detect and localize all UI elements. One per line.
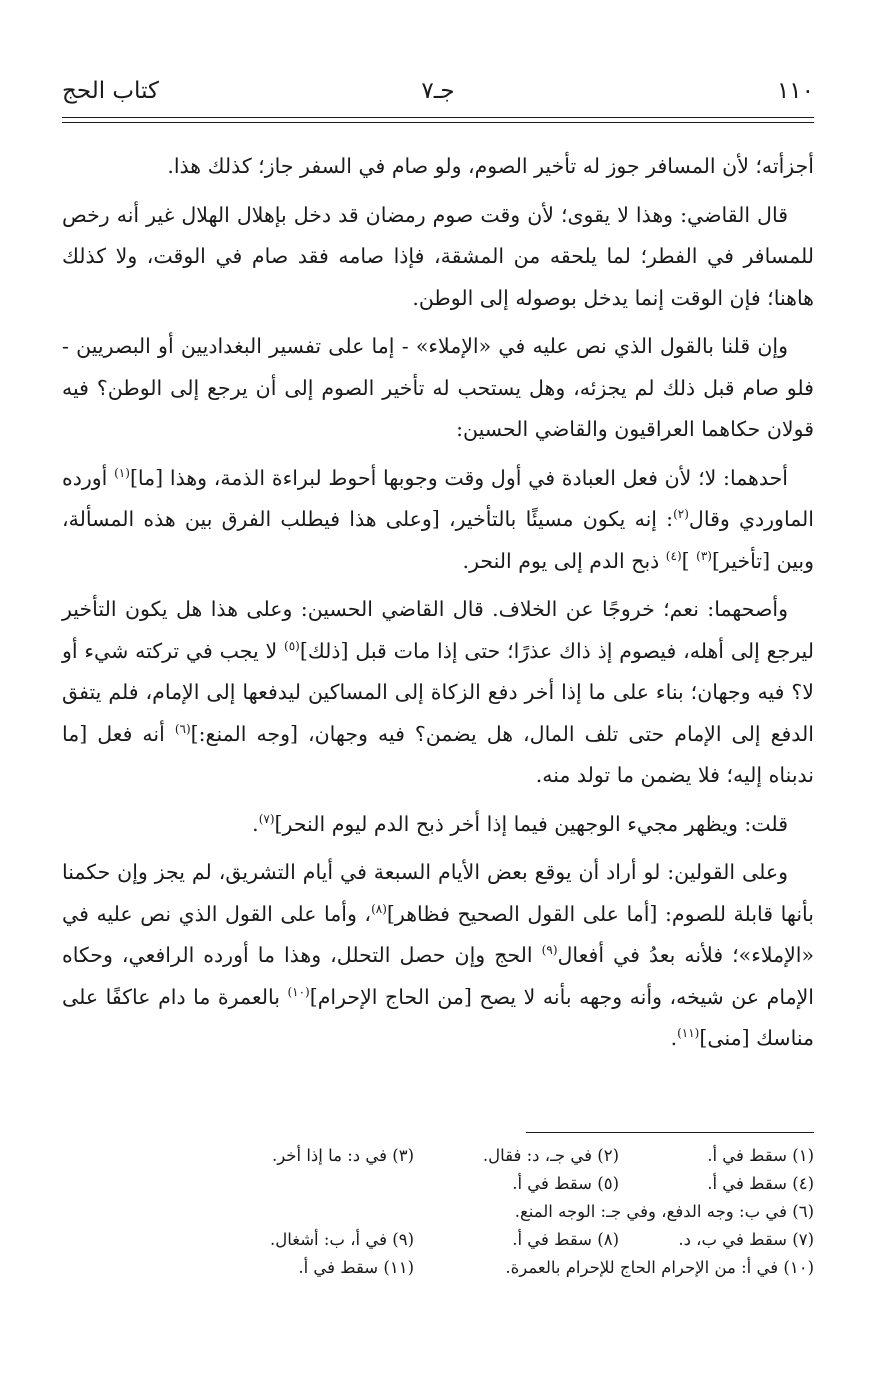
running-header bbox=[62, 72, 814, 112]
paragraph-2 bbox=[62, 195, 814, 320]
footnote-8: (٨) سقط في أ. bbox=[512, 1230, 619, 1249]
footnote-ref-10: (١٠) bbox=[287, 984, 310, 999]
footnote-ref-9: (٩) bbox=[541, 943, 558, 958]
paragraph-5 bbox=[62, 589, 814, 797]
paragraph-7 bbox=[62, 852, 814, 1060]
page-number: ١١٠ bbox=[776, 78, 814, 104]
book-title: كتاب الحج bbox=[62, 78, 159, 104]
paragraph-4 bbox=[62, 458, 814, 583]
footnote-ref-1: (١) bbox=[114, 465, 130, 480]
footnote-row bbox=[62, 1198, 814, 1226]
footnote-ref-5: (٥) bbox=[284, 638, 300, 653]
paragraph-4-text: ذبح الدم إلى يوم النحر. bbox=[462, 548, 666, 573]
footnote-7: (٧) سقط في ب، د. bbox=[678, 1230, 814, 1249]
header-rule-thick bbox=[62, 117, 814, 118]
paragraph-3 bbox=[62, 326, 814, 451]
footnote-5: (٥) سقط في أ. bbox=[512, 1174, 619, 1193]
paragraph-4-text: أورده الماوردي وقال bbox=[62, 465, 814, 531]
paragraph-5-text: لا يجب في تركته شيء أو لا؟ فيه وجهان؛ بناء على ما إذا أخر دفع الزكاة إلى المساكين ليدفعها إلى الإمام، فلم يتفق الدفع إلى الإمام حتى تلف المال، هل يضمن؟ فيه وجهان، [وجه المنع:] bbox=[62, 638, 814, 746]
paragraph-7-text: ، وأما على القول الذي نص عليه في «الإملاء»؛ فلأنه بعدُ في أفعال bbox=[62, 901, 814, 967]
footnote-6: (٦) في ب: وجه الدفع، وفي جـ: الوجه المنع. bbox=[514, 1202, 814, 1221]
footnote-ref-6: (٦) bbox=[174, 721, 191, 736]
footnote-2: (٢) في جـ، د: فقال. bbox=[482, 1146, 619, 1165]
footnote-separator bbox=[526, 1132, 814, 1133]
footnote-row bbox=[62, 1226, 814, 1254]
footnote-row bbox=[62, 1170, 814, 1198]
paragraph-5-text: وأصحهما: نعم؛ خروجًا عن الخلاف. قال القاضي الحسين: وعلى هذا هل يكون التأخير ليرجع إلى أهله، فيصوم إذ ذاك عذرًا؛ حتى إذا مات قبل [ذلك] bbox=[62, 597, 814, 663]
paragraph-6-text: . bbox=[252, 811, 259, 836]
header-rule-thin bbox=[62, 122, 814, 123]
footnote-3: (٣) في د: ما إذا أخر. bbox=[271, 1146, 414, 1165]
paragraph-4-text: ] bbox=[681, 548, 697, 573]
footnote-ref-3: (٣) bbox=[696, 548, 712, 563]
paragraph-1 bbox=[62, 146, 814, 188]
paragraph-4-text: : إنه يكون مسيئًا بالتأخير، [وعلى هذا فيطلب الفرق بين هذه المسألة، وبين [تأخير] bbox=[62, 507, 814, 573]
volume-number: جـ٧ bbox=[421, 78, 455, 104]
footnote-ref-7: (٧) bbox=[258, 811, 275, 826]
paragraph-7-text: وعلى القولين: لو أراد أن يوقع بعض الأيام السبعة في أيام التشريق، لم يجز وإن حكمنا بأنها قابلة للصوم: [أما على القول الصحيح فظاهر] bbox=[62, 860, 815, 926]
footnote-row bbox=[62, 1142, 814, 1170]
footnote-ref-11: (١١) bbox=[677, 1026, 700, 1041]
footnote-9: (٩) في أ، ب: أشغال. bbox=[269, 1230, 414, 1249]
paragraph-4-text: أحدهما: لا؛ لأن فعل العبادة في أول وقت وجوبها أحوط لبراءة الذمة، وهذا [ما] bbox=[129, 465, 788, 490]
footnote-11: (١١) سقط في أ. bbox=[298, 1258, 414, 1277]
paragraph-7-text: بالعمرة ما دام عاكفًا على مناسك [منى] bbox=[62, 984, 814, 1050]
paragraph-7-text: . bbox=[670, 1026, 678, 1050]
footnote-ref-4: (٤) bbox=[665, 548, 682, 563]
paragraph-6 bbox=[62, 804, 814, 846]
main-text bbox=[62, 146, 814, 1067]
footnotes bbox=[62, 1142, 814, 1282]
paragraph-3-text: وإن قلنا بالقول الذي نص عليه في «الإملاء» - إما على تفسير البغداديين أو البصريين - فلو صام قبل ذلك لم يجزئه، وهل يستحب له تأخير الصوم إلى أن يرجع إلى الوطن؟ فيه قولان حكاهما العراقيون والقاضي الحسين: bbox=[62, 334, 814, 441]
footnote-10: (١٠) في أ: من الإحرام الحاج للإحرام بالعمرة. bbox=[505, 1258, 814, 1277]
paragraph-5-text: أنه فعل [ما ندبناه إليه؛ فلا يضمن ما تولد منه. bbox=[62, 721, 814, 787]
footnote-ref-2: (٢) bbox=[673, 507, 689, 522]
paragraph-2-text: قال القاضي: وهذا لا يقوى؛ لأن وقت صوم رمضان قد دخل بإهلال الهلال غير أنه رخص للمسافر في الفطر؛ لما يلحقه من المشقة، فإذا صامه فقد صام في الوقت، ولا كذلك هاهنا؛ فإن الوقت إنما يدخل بوصوله إلى الوطن. bbox=[62, 202, 814, 310]
paragraph-7-text: الحج وإن حصل التحلل، وهذا ما أورده الرافعي، وحكاه الإمام عن شيخه، وأنه وجهه بأنه لا يصح [من الحاج الإحرام] bbox=[62, 943, 814, 1009]
paragraph-6-text: قلت: ويظهر مجيء الوجهين فيما إذا أخر ذبح الدم ليوم النحر] bbox=[274, 811, 788, 836]
footnote-row bbox=[62, 1254, 814, 1282]
footnote-ref-8: (٨) bbox=[371, 901, 387, 916]
paragraph-1-text: أجزأته؛ لأن المسافر جوز له تأخير الصوم، ولو صام في السفر جاز؛ كذلك هذا. bbox=[167, 154, 814, 178]
footnote-4: (٤) سقط في أ. bbox=[707, 1174, 814, 1193]
footnote-1: (١) سقط في أ. bbox=[707, 1146, 814, 1165]
